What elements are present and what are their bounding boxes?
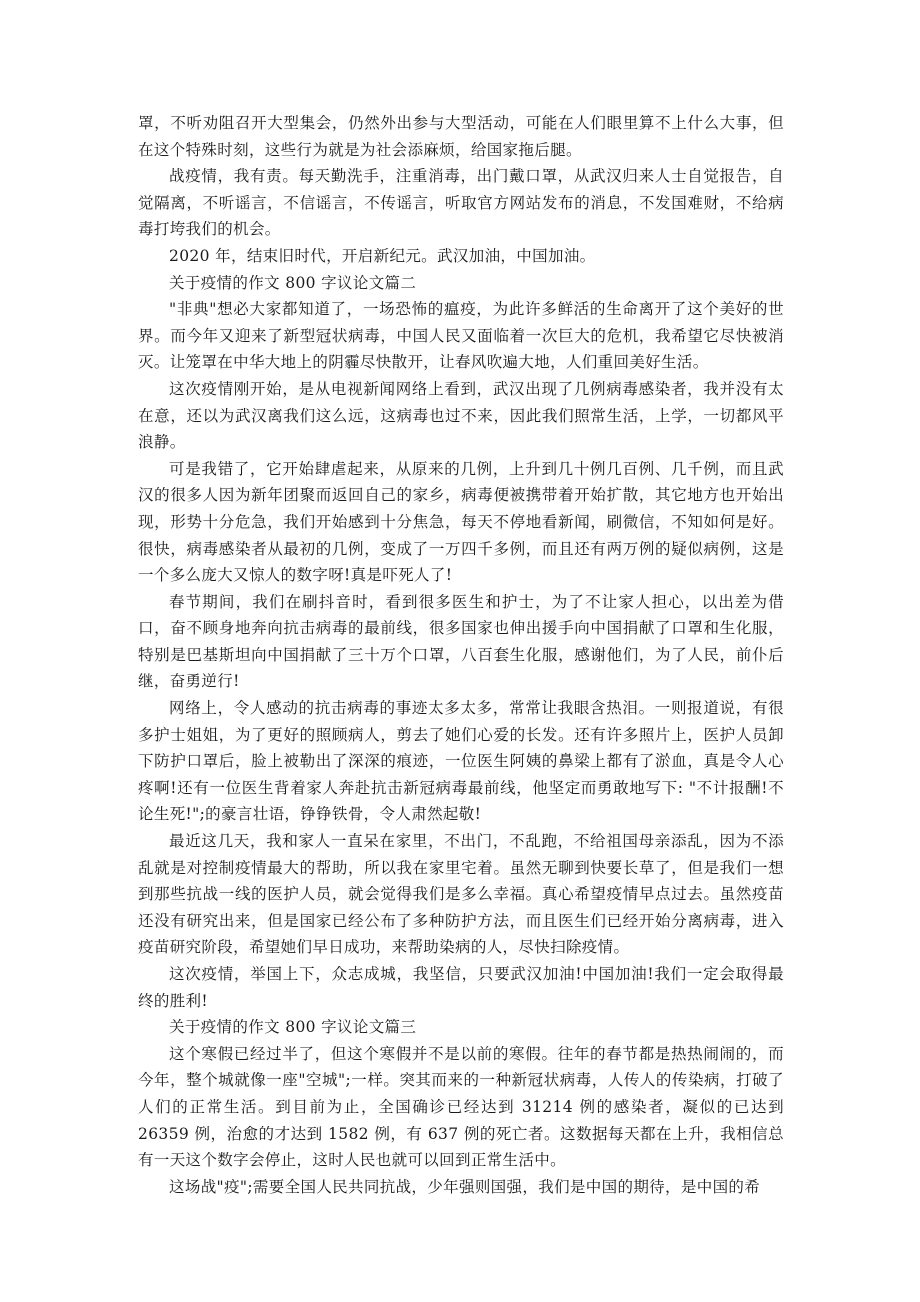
paragraph: 网络上，令人感动的抗击病毒的事迹太多太多，常常让我眼含热泪。一则报道说，有很多护士姐姐，为了更好的照顾病人，剪去了她们心爱的长发。还有许多照片上，医护人员卸下防护口罩后，脸上被勒出了深深的痕迹，一位医生阿姨的鼻梁上都有了淤血，真是令人心疼啊!还有一位医生背着家人奔赴抗击新冠病毒最前线，他坚定而勇敢地写下: "不计报酬!不论生死!";的豪言壮语，铮铮铁骨，令人肃然起敬!	[138, 699, 784, 824]
paragraph: 春节期间，我们在刷抖音时，看到很多医生和护士，为了不让家人担心，以出差为借口，奋不顾身地奔向抗击病毒的最前线，很多国家也伸出援手向中国捐献了口罩和生化服，特别是巴基斯坦向中国捐献了三十万个口罩，八百套生化服，感谢他们，为了人民，前仆后继，奋勇逆行!	[138, 592, 784, 691]
paragraph: 最近这几天，我和家人一直呆在家里，不出门，不乱跑，不给祖国母亲添乱，因为不添乱就是对控制疫情最大的帮助，所以我在家里宅着。虽然无聊到快要长草了，但是我们一想到那些抗战一线的医护人员，就会觉得我们是多么幸福。真心希望疫情早点过去。虽然疫苗还没有研究出来，但是国家已经公布了多种防护方法，而且医生们已经开始分离病毒，进入疫苗研究阶段，希望她们早日成功，来帮助染病的人，尽快扫除疫情。	[138, 832, 784, 957]
paragraph: 罩，不听劝阻召开大型集会，仍然外出参与大型活动，可能在人们眼里算不上什么大事，但在这个特殊时刻，这些行为就是为社会添麻烦，给国家拖后腿。	[138, 114, 784, 159]
section-heading: 关于疫情的作文 800 字议论文篇三	[169, 1018, 417, 1037]
document-body	[138, 110, 784, 1200]
paragraph: "非典"想必大家都知道了，一场恐怖的瘟疫，为此许多鲜活的生命离开了这个美好的世界。而今年又迎来了新型冠状病毒，中国人民又面临着一次巨大的危机，我希望它尽快被消灭。让笼罩在中华大地上的阴霾尽快散开，让春风吹遍大地，人们重回美好生活。	[138, 300, 784, 372]
section-heading: 关于疫情的作文 800 字议论文篇二	[169, 273, 417, 292]
paragraph: 这场战"疫";需要全国人民共同抗战，少年强则国强，我们是中国的期待，是中国的希	[169, 1177, 761, 1196]
paragraph: 这次疫情，举国上下，众志成城，我坚信，只要武汉加油!中国加油!我们一定会取得最终的胜利!	[138, 965, 784, 1010]
paragraph: 2020 年，结束旧时代，开启新纪元。武汉加油，中国加油。	[169, 246, 596, 265]
paragraph: 战疫情，我有责。每天勤洗手，注重消毒，出门戴口罩，从武汉归来人士自觉报告，自觉隔离，不听谣言，不信谣言，不传谣言，听取官方网站发布的消息，不发国难财，不给病毒打垮我们的机会。	[138, 167, 784, 239]
paragraph: 这个寒假已经过半了，但这个寒假并不是以前的寒假。往年的春节都是热热闹闹的，而今年，整个城就像一座"空城";一样。突其而来的一种新冠状病毒，人传人的传染病，打破了人们的正常生活。到目前为止，全国确诊已经达到 31214 例的感染者，凝似的已达到 26359 例，治愈的才达到 1582 例，有 637 例的死亡者。这数据每天都在上升，我相信总有一天这个数字会停止，这时人民也就可以回到正常生活中。	[138, 1044, 784, 1170]
paragraph: 可是我错了，它开始肆虐起来，从原来的几例，上升到几十例几百例、几千例，而且武汉的很多人因为新年团聚而返回自己的家乡，病毒便被携带着开始扩散，其它地方也开始出现，形势十分危急，我们开始感到十分焦急，每天不停地看新闻，刷微信，不知如何是好。很快，病毒感染者从最初的几例，变成了一万四千多例，而且还有两万例的疑似病例，这是一个多么庞大又惊人的数字呀!真是吓死人了!	[138, 459, 784, 585]
paragraph: 这次疫情刚开始，是从电视新闻网络上看到，武汉出现了几例病毒感染者，我并没有太在意，还以为武汉离我们这么远，这病毒也过不来，因此我们照常生活，上学，一切都风平浪静。	[138, 379, 784, 452]
